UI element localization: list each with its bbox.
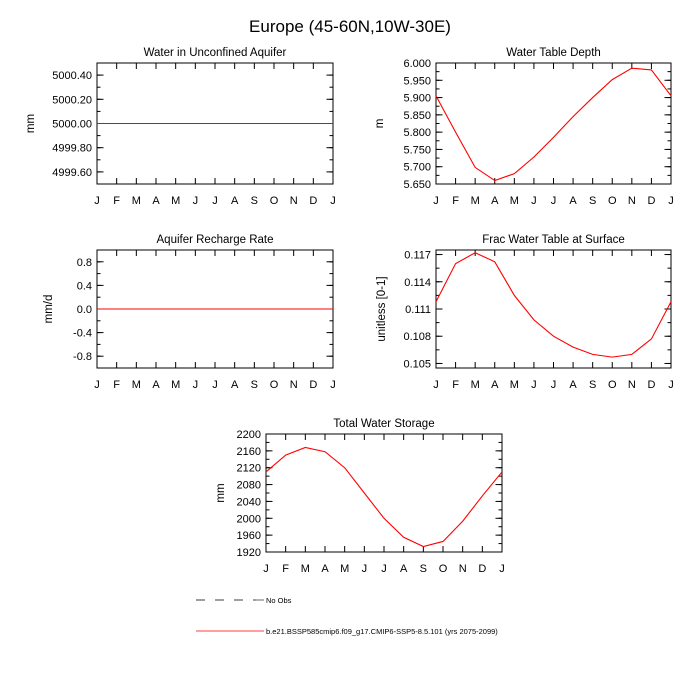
series-line-model [436,68,671,180]
x-tick-label: J [192,379,199,391]
x-tick-label: M [509,195,519,207]
panel-title: Frac Water Table at Surface [482,234,625,246]
x-tick-label: A [491,379,499,391]
x-tick-label: N [289,379,298,391]
panel-title: Total Water Storage [333,418,435,430]
y-axis-label: unitless [0-1] [376,276,388,342]
x-tick-label: J [531,195,537,207]
y-tick-label: 5.900 [403,92,431,105]
y-tick-label: 5.850 [403,109,431,122]
y-axis-label: mm [215,483,227,503]
x-tick-label: S [588,195,597,207]
x-tick-label: A [491,195,499,207]
x-tick-label: M [509,379,519,391]
x-tick-label: A [152,195,160,207]
y-tick-label: -0.4 [73,327,92,340]
plot-frame [266,434,502,552]
x-tick-label: J [212,195,218,207]
x-tick-label: A [569,379,577,391]
y-axis-label: mm/d [43,294,55,324]
y-tick-label: 0.4 [76,280,92,293]
panel-title: Water in Unconfined Aquifer [143,47,287,59]
x-tick-label: N [627,379,636,391]
plot-frame [436,250,671,368]
x-tick-label: J [433,379,439,391]
x-tick-label: J [212,379,218,391]
y-tick-label: 5.700 [403,161,431,174]
y-tick-label: 4999.80 [52,142,92,155]
x-tick-label: F [452,379,459,391]
panel-3 [43,234,336,391]
x-tick-label: D [309,379,318,391]
x-tick-label: O [269,195,279,207]
y-tick-label: 2080 [236,479,261,492]
x-tick-label: F [113,195,121,207]
y-tick-label: 5.800 [403,127,431,140]
x-tick-label: J [550,379,557,391]
y-axis-label: mm [25,113,37,134]
y-tick-label: 5000.00 [52,118,92,131]
y-tick-label: 2160 [236,445,261,458]
x-tick-label: J [668,195,674,207]
panels [25,47,674,575]
x-tick-label: J [550,195,557,207]
x-tick-label: M [300,563,310,575]
x-tick-label: O [438,563,448,575]
x-tick-label: J [668,379,674,391]
plot-frame [436,63,671,184]
x-tick-label: N [458,563,467,575]
x-tick-label: J [330,195,336,207]
x-tick-label: O [607,195,617,207]
x-tick-label: O [269,379,279,391]
figure-title: Europe (45-60N,10W-30E) [249,17,451,36]
y-tick-label: 0.0 [76,304,92,316]
y-tick-label: -0.8 [73,351,92,364]
y-tick-label: 0.114 [404,276,431,289]
panel-title: Water Table Depth [506,47,601,59]
x-tick-label: F [113,379,121,391]
y-tick-label: 2120 [236,462,261,475]
series-line-model [266,447,502,546]
x-tick-label: A [569,195,577,207]
x-tick-label: S [419,563,428,575]
x-tick-label: D [647,195,656,207]
x-tick-label: M [470,379,480,391]
y-axis-label: m [374,118,386,129]
y-tick-label: 5000.20 [52,94,92,107]
series-line-model [436,253,671,357]
x-tick-label: S [250,195,259,207]
y-tick-label: 1960 [236,530,261,543]
x-tick-label: J [381,563,387,575]
x-tick-label: F [452,195,459,207]
x-tick-label: S [588,379,597,391]
x-tick-label: S [250,379,259,391]
x-tick-label: A [230,379,239,391]
x-tick-label: N [627,195,636,207]
y-tick-label: 4999.60 [52,166,92,179]
x-tick-label: A [321,563,329,575]
x-tick-label: J [192,195,199,207]
x-tick-label: M [171,379,181,391]
y-tick-label: 5.650 [403,179,431,191]
y-tick-label: 2000 [236,513,261,526]
x-tick-label: M [131,379,141,391]
x-tick-label: N [289,195,298,207]
y-tick-label: 6.000 [403,58,431,70]
x-tick-label: O [607,379,617,391]
x-tick-label: J [94,195,100,207]
y-tick-label: 5000.40 [52,70,92,83]
x-tick-label: F [282,563,290,575]
x-tick-label: M [470,195,480,207]
x-tick-label: J [433,195,439,207]
x-tick-label: D [309,195,318,207]
panel-2 [374,47,674,207]
panel-title: Aquifer Recharge Rate [156,234,274,246]
x-tick-label: J [499,563,505,575]
y-tick-label: 0.108 [403,331,431,344]
legend [196,596,498,636]
x-tick-label: M [171,195,181,207]
x-tick-label: A [399,563,408,575]
legend-model-label: b.e21.BSSP585cmip6.f09_g17.CMIP6-SSP5-8.5.101 (yrs 2075-2099) [266,627,498,636]
x-tick-label: A [152,379,160,391]
legend-obs-label: No Obs [266,596,292,605]
y-tick-label: 1920 [236,547,261,559]
x-tick-label: D [647,379,656,391]
y-tick-label: 5.750 [403,144,431,157]
y-tick-label: 5.950 [403,75,431,88]
x-tick-label: A [230,195,239,207]
panel-1 [25,47,336,207]
y-tick-label: 0.8 [76,256,92,269]
x-tick-label: J [361,563,368,575]
panel-4 [376,234,674,391]
panel-5 [215,418,505,575]
x-tick-label: J [263,563,269,575]
y-tick-label: 2040 [236,496,261,509]
x-tick-label: M [131,195,141,207]
y-tick-label: 0.105 [403,358,431,371]
x-tick-label: J [531,379,537,391]
y-tick-label: 0.111 [405,304,431,316]
x-tick-label: J [94,379,100,391]
y-tick-label: 2200 [236,429,261,441]
y-tick-label: 0.117 [404,249,431,262]
x-tick-label: J [330,379,336,391]
x-tick-label: M [340,563,350,575]
x-tick-label: D [478,563,487,575]
